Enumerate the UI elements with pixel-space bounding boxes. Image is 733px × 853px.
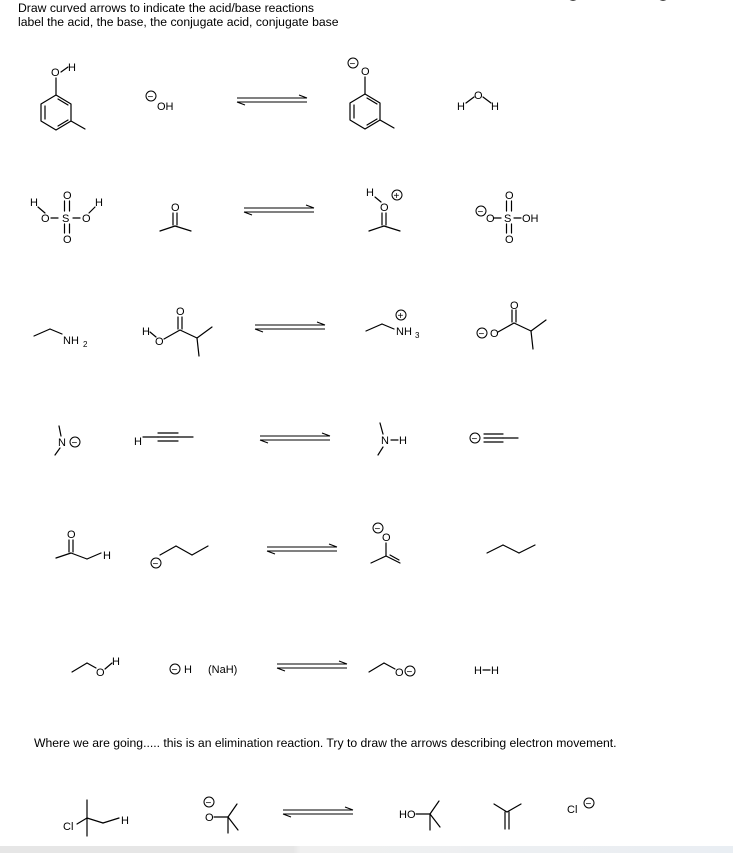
- h-label: H: [142, 326, 150, 338]
- row4-propyne: [134, 433, 193, 448]
- row4-propynide: [470, 433, 518, 445]
- chlorine-label: Cl: [567, 804, 578, 816]
- row7-isobutylene: [494, 804, 521, 829]
- nitrogen-label: N: [381, 435, 389, 447]
- row5-butanone: [56, 529, 111, 562]
- minus-sign: −: [152, 559, 159, 570]
- row2-sulfuric-acid: [30, 190, 103, 246]
- row1-hydroxide-base: [146, 91, 174, 113]
- plus-sign: +: [397, 311, 404, 322]
- h-label: H: [134, 436, 142, 448]
- plus-sign: +: [393, 191, 400, 202]
- minus-sign: −: [478, 329, 485, 340]
- h-label: H: [112, 656, 120, 668]
- sulfur-label: S: [504, 213, 512, 225]
- sulfur-label: S: [62, 213, 70, 225]
- hydride-h-label: H: [184, 664, 192, 676]
- water-oxygen: O: [474, 90, 483, 102]
- minus-sign: −: [374, 524, 381, 535]
- minus-sign: −: [71, 438, 78, 449]
- row6-ethanol: [72, 656, 120, 679]
- row7-tert-butanol: [399, 801, 440, 830]
- instruction-line-1: Draw curved arrows to indicate the acid/base reactions: [18, 1, 315, 15]
- row6-hydride-base: [170, 664, 237, 676]
- row4-dimethylamine: [378, 423, 407, 455]
- row3-ethylammonium: [366, 310, 420, 340]
- h-label: H: [474, 665, 482, 677]
- row3-carboxylate: [477, 300, 546, 349]
- carbonyl-oxygen: O: [176, 306, 185, 318]
- row1-water: [457, 90, 499, 113]
- o-label: O: [41, 213, 50, 225]
- amine-label: NH: [63, 335, 79, 347]
- chlorine-label: Cl: [63, 821, 74, 833]
- row6-equilibrium-arrow: [277, 661, 347, 671]
- subscript-3: 3: [415, 331, 420, 340]
- row1-phenol-oxygen: O: [51, 67, 60, 79]
- row7-equilibrium-arrow: [283, 807, 353, 817]
- row7-tert-butoxide: [204, 797, 238, 833]
- h-label: H: [491, 665, 499, 677]
- row2-acetone: [160, 202, 191, 231]
- row5-equilibrium-arrow: [267, 544, 337, 554]
- instruction-line-2: label the acid, the base, the conjugate acid, conjugate base: [18, 15, 339, 29]
- h-label: H: [30, 197, 38, 209]
- minus-sign: −: [406, 667, 413, 678]
- minus-sign: −: [147, 92, 154, 103]
- row4-dimethylamide: [55, 426, 80, 455]
- row5-propyl-anion: [151, 546, 208, 570]
- sodium-hydride-label: (NaH): [208, 664, 238, 676]
- row5-enolate: [371, 523, 400, 563]
- h-label: H: [95, 197, 103, 209]
- subscript-2: 2: [83, 340, 88, 349]
- carbonyl-oxygen: O: [67, 529, 76, 541]
- row1-phenol-hydrogen: H: [68, 62, 76, 74]
- h-label: H: [366, 187, 374, 199]
- minus-sign: −: [585, 799, 592, 810]
- carbonyl-oxygen: O: [510, 300, 519, 312]
- row5-propane: [487, 545, 535, 553]
- row2-protonated-acetone: [366, 187, 402, 231]
- o-label: O: [505, 234, 514, 246]
- o-label: O: [490, 328, 499, 340]
- water-h-left: H: [457, 101, 465, 113]
- o-label: O: [96, 667, 105, 679]
- minus-sign: −: [477, 207, 484, 218]
- o-label: O: [205, 812, 214, 824]
- o-label: O: [82, 213, 91, 225]
- h-label: H: [399, 435, 407, 447]
- row3-isobutyric-acid: [142, 306, 212, 356]
- o-label: O: [505, 190, 514, 202]
- nitrogen-label: N: [58, 437, 66, 449]
- ammonium-label: NH: [396, 326, 412, 338]
- row1-phenol-reactant: [41, 62, 85, 130]
- minus-sign: −: [171, 665, 178, 676]
- o-label: O: [382, 532, 391, 544]
- row4-equilibrium-arrow: [260, 433, 330, 443]
- minus-sign: −: [205, 798, 212, 809]
- row7-chloride: [567, 798, 594, 816]
- row1-phenoxide-oxygen: O: [361, 66, 370, 78]
- row6-hydrogen-gas: [474, 665, 499, 677]
- elimination-note: Where we are going..... this is an elimination reaction. Try to draw the arrows describing electron movement.: [34, 736, 617, 750]
- water-h-right: H: [491, 101, 499, 113]
- carbonyl-oxygen: O: [171, 202, 180, 214]
- row2-bisulfate: [476, 190, 539, 246]
- h-label: H: [121, 815, 129, 827]
- o-label: O: [395, 667, 404, 679]
- h-label: H: [103, 550, 111, 562]
- row6-ethoxide: [369, 663, 415, 679]
- o-label: O: [155, 336, 164, 348]
- row1-hydroxide-label: OH: [157, 101, 174, 113]
- page-bottom-strip: [0, 846, 733, 853]
- row7-tert-butyl-chloride: [63, 800, 129, 836]
- row3-equilibrium-arrow: [255, 322, 325, 332]
- o-label: O: [63, 190, 72, 202]
- hydroxyl-label: HO: [399, 809, 416, 821]
- row1-equilibrium-arrow: [237, 95, 307, 105]
- row1-phenoxide-product: [348, 58, 394, 129]
- oxonium-oxygen: O: [380, 202, 389, 214]
- minus-sign: −: [349, 59, 356, 70]
- o-label: O: [486, 213, 495, 225]
- row3-ethylamine: [34, 329, 88, 349]
- row2-equilibrium-arrow: [244, 205, 314, 215]
- minus-sign: −: [471, 434, 478, 445]
- o-label: O: [63, 234, 72, 246]
- hydroxyl-label: OH: [522, 213, 539, 225]
